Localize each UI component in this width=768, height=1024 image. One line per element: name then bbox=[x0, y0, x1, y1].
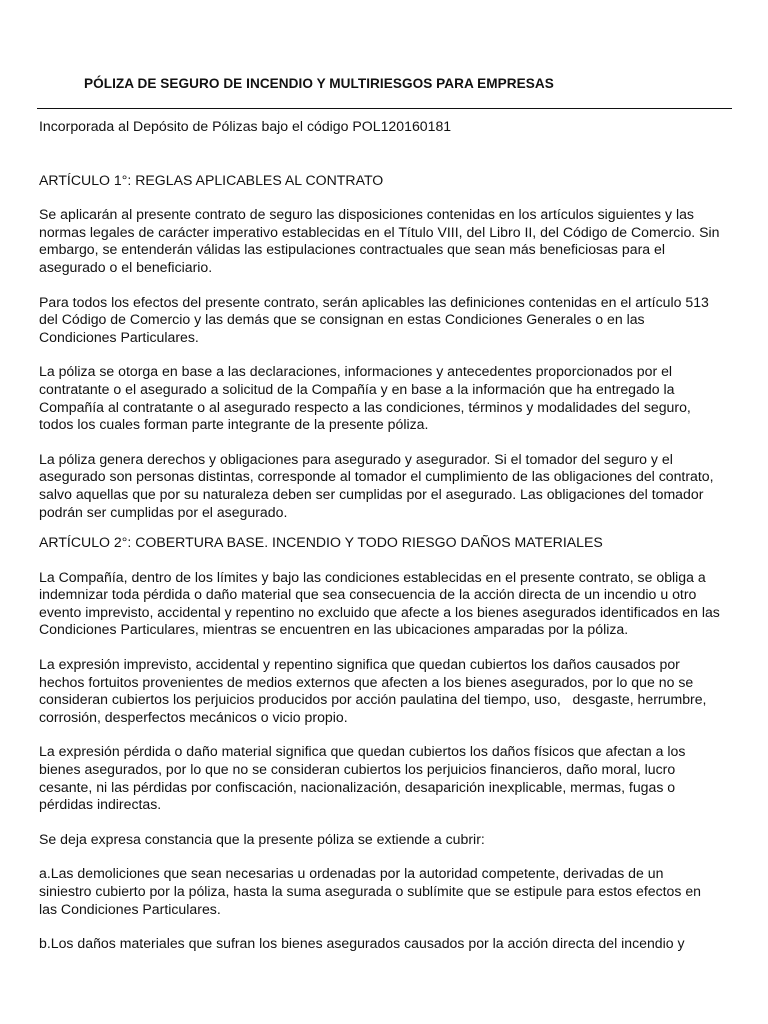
article-1-paragraph: Se aplicarán al presente contrato de seguro las disposiciones contenidas en los artículos siguientes y las normas legales de carácter imperativo establecidas en el Título VIII, del Libro II, del Código de Comercio. Sin embargo, se entenderán válidas las estipulaciones contractuales que sean más beneficiosas para el asegurado o el beneficiario. bbox=[39, 206, 720, 275]
article-2-heading: ARTÍCULO 2°: COBERTURA BASE. INCENDIO Y TODO RIESGO DAÑOS MATERIALES bbox=[39, 534, 603, 551]
coverage-item-a: a.Las demoliciones que sean necesarias u ordenadas por la autoridad competente, derivadas de un siniestro cubierto por la póliza, hasta la suma asegurada o sublímite que se estipule para estos efectos en las Condiciones Particulares. bbox=[39, 865, 702, 917]
article-2-paragraph: La expresión imprevisto, accidental y repentino significa que quedan cubiertos los daños causados por hechos fortuitos provenientes de medios externos que afecten a los bienes asegurados, por lo que no se consideran cubiertos los perjuicios producidos por acción paulatina del tiempo, uso, desgaste, herrumbre, corrosión, desperfectos mecánicos o vicio propio. bbox=[39, 656, 707, 725]
article-1-heading: ARTÍCULO 1°: REGLAS APLICABLES AL CONTRATO bbox=[39, 171, 384, 188]
article-1-paragraph: La póliza genera derechos y obligaciones para asegurado y asegurador. Si el tomador del seguro y el asegurado son personas distintas, corresponde al tomador el cumplimiento de las obligaciones del contrato, salvo aquellas que por su naturaleza deben ser cumplidas por el asegurado. Las obligaciones del tomador podrán ser cumplidas por el asegurado. bbox=[39, 450, 714, 520]
title-divider bbox=[37, 108, 732, 109]
article-1-paragraph: La póliza se otorga en base a las declaraciones, informaciones y antecedentes proporcionados por el contratante o el asegurado a solicitud de la Compañía y en base a la información que ha entregado la Compañía al contratante o al asegurado respecto a las condiciones, términos y modalidades del seguro, todos los cuales forman parte integrante de la presente póliza. bbox=[39, 363, 691, 433]
deposit-line: Incorporada al Depósito de Pólizas bajo el código POL120160181 bbox=[39, 118, 452, 134]
coverage-item-b: b.Los daños materiales que sufran los bienes asegurados causados por la acción directa del incendio y bbox=[39, 935, 685, 952]
document-body bbox=[39, 116, 739, 953]
article-1-paragraph: Para todos los efectos del presente contrato, serán aplicables las definiciones contenidas en el artículo 513 del Código de Comercio y las demás que se consignan en estas Condiciones Generales o en las Condiciones Particulares. bbox=[39, 293, 709, 345]
article-2-paragraph: La expresión pérdida o daño material significa que quedan cubiertos los daños físicos que afectan a los bienes asegurados, por lo que no se consideran cubiertos los perjuicios financieros, daño moral, lucro cesante, ni las pérdidas por confiscación, nacionalización, desaparición inexplicable, mermas, fugas o pérdidas indirectas. bbox=[39, 743, 686, 813]
document-title: PÓLIZA DE SEGURO DE INCENDIO Y MULTIRIESGOS PARA EMPRESAS bbox=[84, 76, 554, 91]
article-2-paragraph: La Compañía, dentro de los límites y bajo las condiciones establecidas en el presente contrato, se obliga a indemnizar toda pérdida o daño material que sea consecuencia de la acción directa de un incendio u otro evento imprevisto, accidental y repentino no excluido que afecte a los bienes asegurados identificados en las Condiciones Particulares, mientras se encuentren en las ubicaciones amparadas por la póliza. bbox=[39, 568, 720, 638]
article-2-paragraph: Se deja expresa constancia que la presente póliza se extiende a cubrir: bbox=[39, 830, 485, 847]
